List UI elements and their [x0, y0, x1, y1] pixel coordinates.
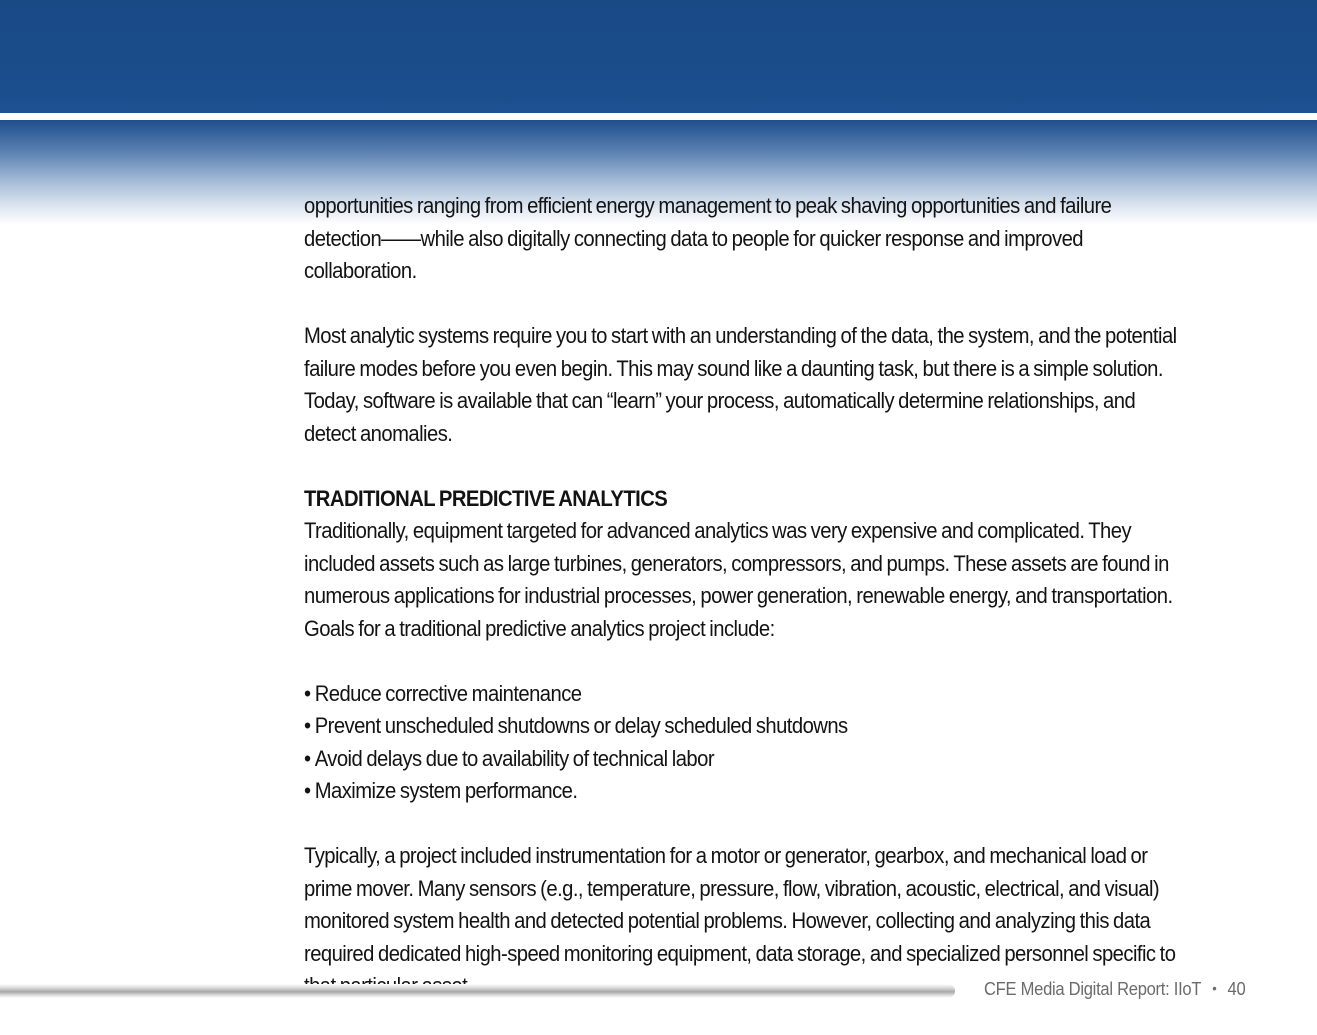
paragraph-typical-project: Typically, a project included instrumentation for a motor or generator, gearbox, and mechanical load or prime mover. Many sensors (e.g., temperature, pressure, flow, vibration, acoustic, electrical, and visual) monitored system health and detected potential problems. However, collecting and analyzing this data required dedicated high-speed monitoring equipment, data storage, and specialized personnel specific to	[304, 843, 1176, 966]
section-heading: TRADITIONAL PREDICTIVE ANALYTICS	[304, 485, 668, 511]
separator-dot: •	[1212, 980, 1217, 996]
list-item: • Avoid delays due to availability of technical labor	[304, 743, 1187, 776]
goals-list	[304, 678, 1187, 808]
list-item: • Maximize system performance.	[304, 775, 1187, 808]
footer	[984, 979, 1245, 1000]
paragraph-traditional: Traditionally, equipment targeted for advanced analytics was very expensive and complicated. They included assets such as large turbines, generators, compressors, and pumps. These assets are found in numerous applications for industrial processes, power generation, renewable energy, and transportation. Goals for a traditional predictive analytics project include:	[304, 518, 1173, 641]
article-body	[304, 190, 1187, 1035]
list-item: • Reduce corrective maintenance	[304, 678, 1187, 711]
paragraph-analytic-systems: Most analytic systems require you to start with an understanding of the data, the system, and the potential failure modes before you even begin. This may sound like a daunting task, but there is a simple solution. Today, software is available that can “learn” your process, automatically determine relationships, and detect anomalies.	[304, 323, 1177, 446]
footer-rule	[0, 984, 955, 998]
header-divider	[0, 113, 1317, 120]
list-item: • Prevent unscheduled shutdowns or delay scheduled shutdowns	[304, 710, 1187, 743]
page-number: 40	[1227, 979, 1246, 999]
paragraph-intro: opportunities ranging from efficient energy management to peak shaving opportunities and failure detection——while also digitally connecting data to people for quicker response and improved collaboration.	[304, 193, 1112, 283]
header-bar	[0, 0, 1317, 113]
report-title: CFE Media Digital Report: IIoT	[984, 979, 1202, 999]
